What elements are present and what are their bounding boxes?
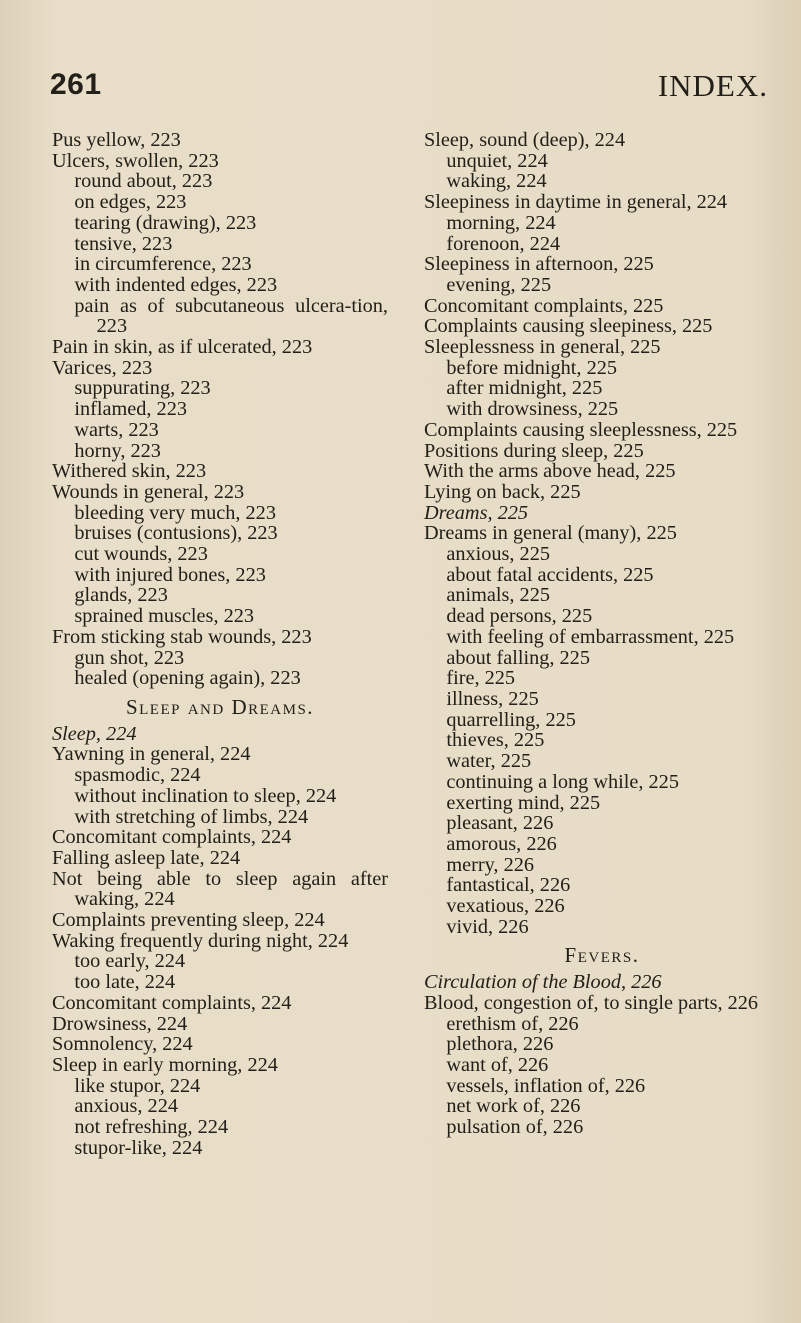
index-subentry: amorous, 226 (446, 832, 557, 855)
index-subentry: continuing a long while, 225 (446, 770, 679, 793)
index-subentry: quarrelling, 225 (446, 708, 576, 731)
index-subentry: water, 225 (446, 750, 532, 773)
index-entry: Somnolency, 224 (52, 1033, 193, 1056)
index-entry: From sticking stab wounds, 223 (52, 625, 312, 648)
index-subentry: exerting mind, 225 (446, 791, 601, 814)
index-column-right (424, 130, 780, 1138)
index-subentry: net work of, 226 (446, 1095, 581, 1118)
section-heading: Sleep and Dreams. (125, 694, 315, 719)
index-subentry: round about, 223 (74, 170, 213, 193)
index-subentry: about falling, 225 (446, 646, 590, 669)
index-subentry: with indented edges, 223 (74, 273, 278, 296)
index-subentry: like stupor, 224 (74, 1074, 201, 1097)
index-subentry: too early, 224 (74, 950, 186, 973)
index-subentry: bruises (contusions), 223 (74, 522, 278, 545)
index-subentry: fire, 225 (446, 667, 516, 690)
index-entry: Dreams, 225 (424, 501, 529, 524)
index-subentry: warts, 223 (74, 418, 159, 441)
index-subentry: horny, 223 (74, 439, 161, 462)
index-entry: Sleepiness in afternoon, 225 (424, 253, 654, 276)
index-subentry: plethora, 226 (446, 1033, 554, 1056)
index-subentry: fantastical, 226 (446, 874, 571, 897)
index-entry: Concomitant complaints, 224 (52, 826, 292, 849)
index-subentry: waking, 224 (446, 170, 547, 193)
index-entry: Blood, congestion of, to single parts, 226 (424, 991, 759, 1014)
index-subentry: with drowsiness, 225 (446, 398, 619, 421)
index-subentry: forenoon, 224 (446, 232, 561, 255)
index-subentry: spasmodic, 224 (74, 764, 201, 787)
index-subentry: on edges, 223 (74, 191, 187, 214)
index-subentry: in circumference, 223 (74, 253, 252, 276)
index-subentry: thieves, 225 (446, 729, 545, 752)
index-entry: Sleep, sound (deep), 224 (424, 129, 626, 151)
index-subentry: after midnight, 225 (446, 377, 603, 400)
index-subentry: pulsation of, 226 (446, 1116, 584, 1139)
index-entry: Sleep, 224 (52, 722, 137, 745)
index-subentry: not refreshing, 224 (74, 1116, 229, 1139)
index-entry: Yawning in general, 224 (52, 743, 251, 766)
index-entry: Lying on back, 225 (424, 480, 581, 503)
index-entry: Complaints causing sleepiness, 225 (424, 315, 713, 338)
index-entry: Sleeplessness in general, 225 (424, 336, 661, 359)
index-entry: Varices, 223 (52, 356, 153, 379)
index-subentry: morning, 224 (446, 211, 556, 234)
index-entry: Complaints causing sleeplessness, 225 (424, 418, 738, 441)
index-subentry: gun shot, 223 (74, 646, 185, 669)
index-subentry: sprained muscles, 223 (74, 605, 255, 628)
index-entry: Pus yellow, 223 (52, 129, 181, 151)
index-subentry: pain as of subcutaneous ulcera-tion, 223 (74, 294, 388, 338)
index-entry: Pain in skin, as if ulcerated, 223 (52, 336, 313, 359)
index-subentry: vivid, 226 (446, 915, 529, 938)
index-subentry: healed (opening again), 223 (74, 667, 301, 690)
index-entry: Positions during sleep, 225 (424, 439, 644, 462)
index-subentry: too late, 224 (74, 971, 176, 994)
running-head: INDEX. (657, 68, 768, 103)
page-number: 261 (50, 68, 102, 101)
index-subentry: anxious, 224 (74, 1095, 178, 1118)
index-subentry: suppurating, 223 (74, 377, 211, 400)
index-subentry: glands, 223 (74, 584, 168, 607)
index-entry: Dreams in general (many), 225 (424, 522, 677, 545)
index-subentry: illness, 225 (446, 687, 539, 710)
index-entry: Drowsiness, 224 (52, 1012, 188, 1035)
index-entry: Concomitant complaints, 225 (424, 294, 664, 317)
index-entry: Withered skin, 223 (52, 460, 207, 483)
page-header (50, 68, 768, 108)
index-subentry: vexatious, 226 (446, 895, 565, 918)
index-subentry: bleeding very much, 223 (74, 501, 276, 524)
index-subentry: anxious, 225 (446, 543, 550, 566)
index-subentry: inflamed, 223 (74, 398, 187, 421)
index-subentry: with stretching of limbs, 224 (74, 805, 309, 828)
index-subentry: animals, 225 (446, 584, 550, 607)
index-entry: Circulation of the Blood, 226 (424, 971, 662, 994)
index-subentry: about fatal accidents, 225 (446, 563, 654, 586)
index-entry: Wounds in general, 223 (52, 480, 245, 503)
index-entry: Ulcers, swollen, 223 (52, 149, 219, 172)
index-subentry: want of, 226 (446, 1053, 549, 1076)
index-subentry: unquiet, 224 (446, 149, 548, 172)
index-subentry: with feeling of embarrassment, 225 (446, 625, 735, 648)
index-subentry: dead persons, 225 (446, 605, 593, 628)
section-heading: Fevers. (564, 943, 640, 968)
index-entry: Sleepiness in daytime in general, 224 (424, 191, 728, 214)
index-subentry: evening, 225 (446, 273, 552, 296)
index-subentry: without inclination to sleep, 224 (74, 784, 337, 807)
index-subentry: pleasant, 226 (446, 812, 554, 835)
index-subentry: vessels, inflation of, 226 (446, 1074, 646, 1097)
index-subentry: tensive, 223 (74, 232, 173, 255)
index-subentry: erethism of, 226 (446, 1012, 579, 1035)
index-entry: Complaints preventing sleep, 224 (52, 909, 325, 932)
index-column-left (52, 130, 388, 1158)
index-entry: Waking frequently during night, 224 (52, 929, 349, 952)
index-entry: With the arms above head, 225 (424, 460, 676, 483)
index-entry: Concomitant complaints, 224 (52, 991, 292, 1014)
index-subentry: stupor-like, 224 (74, 1136, 203, 1159)
index-subentry: cut wounds, 223 (74, 543, 208, 566)
index-subentry: before midnight, 225 (446, 356, 617, 379)
index-subentry: tearing (drawing), 223 (74, 211, 257, 234)
index-entry: Sleep in early morning, 224 (52, 1053, 278, 1076)
index-subentry: with injured bones, 223 (74, 563, 266, 586)
index-subentry: merry, 226 (446, 853, 534, 876)
index-entry: Falling asleep late, 224 (52, 846, 241, 869)
index-entry: Not being able to sleep again after waking, 224 (52, 867, 388, 911)
